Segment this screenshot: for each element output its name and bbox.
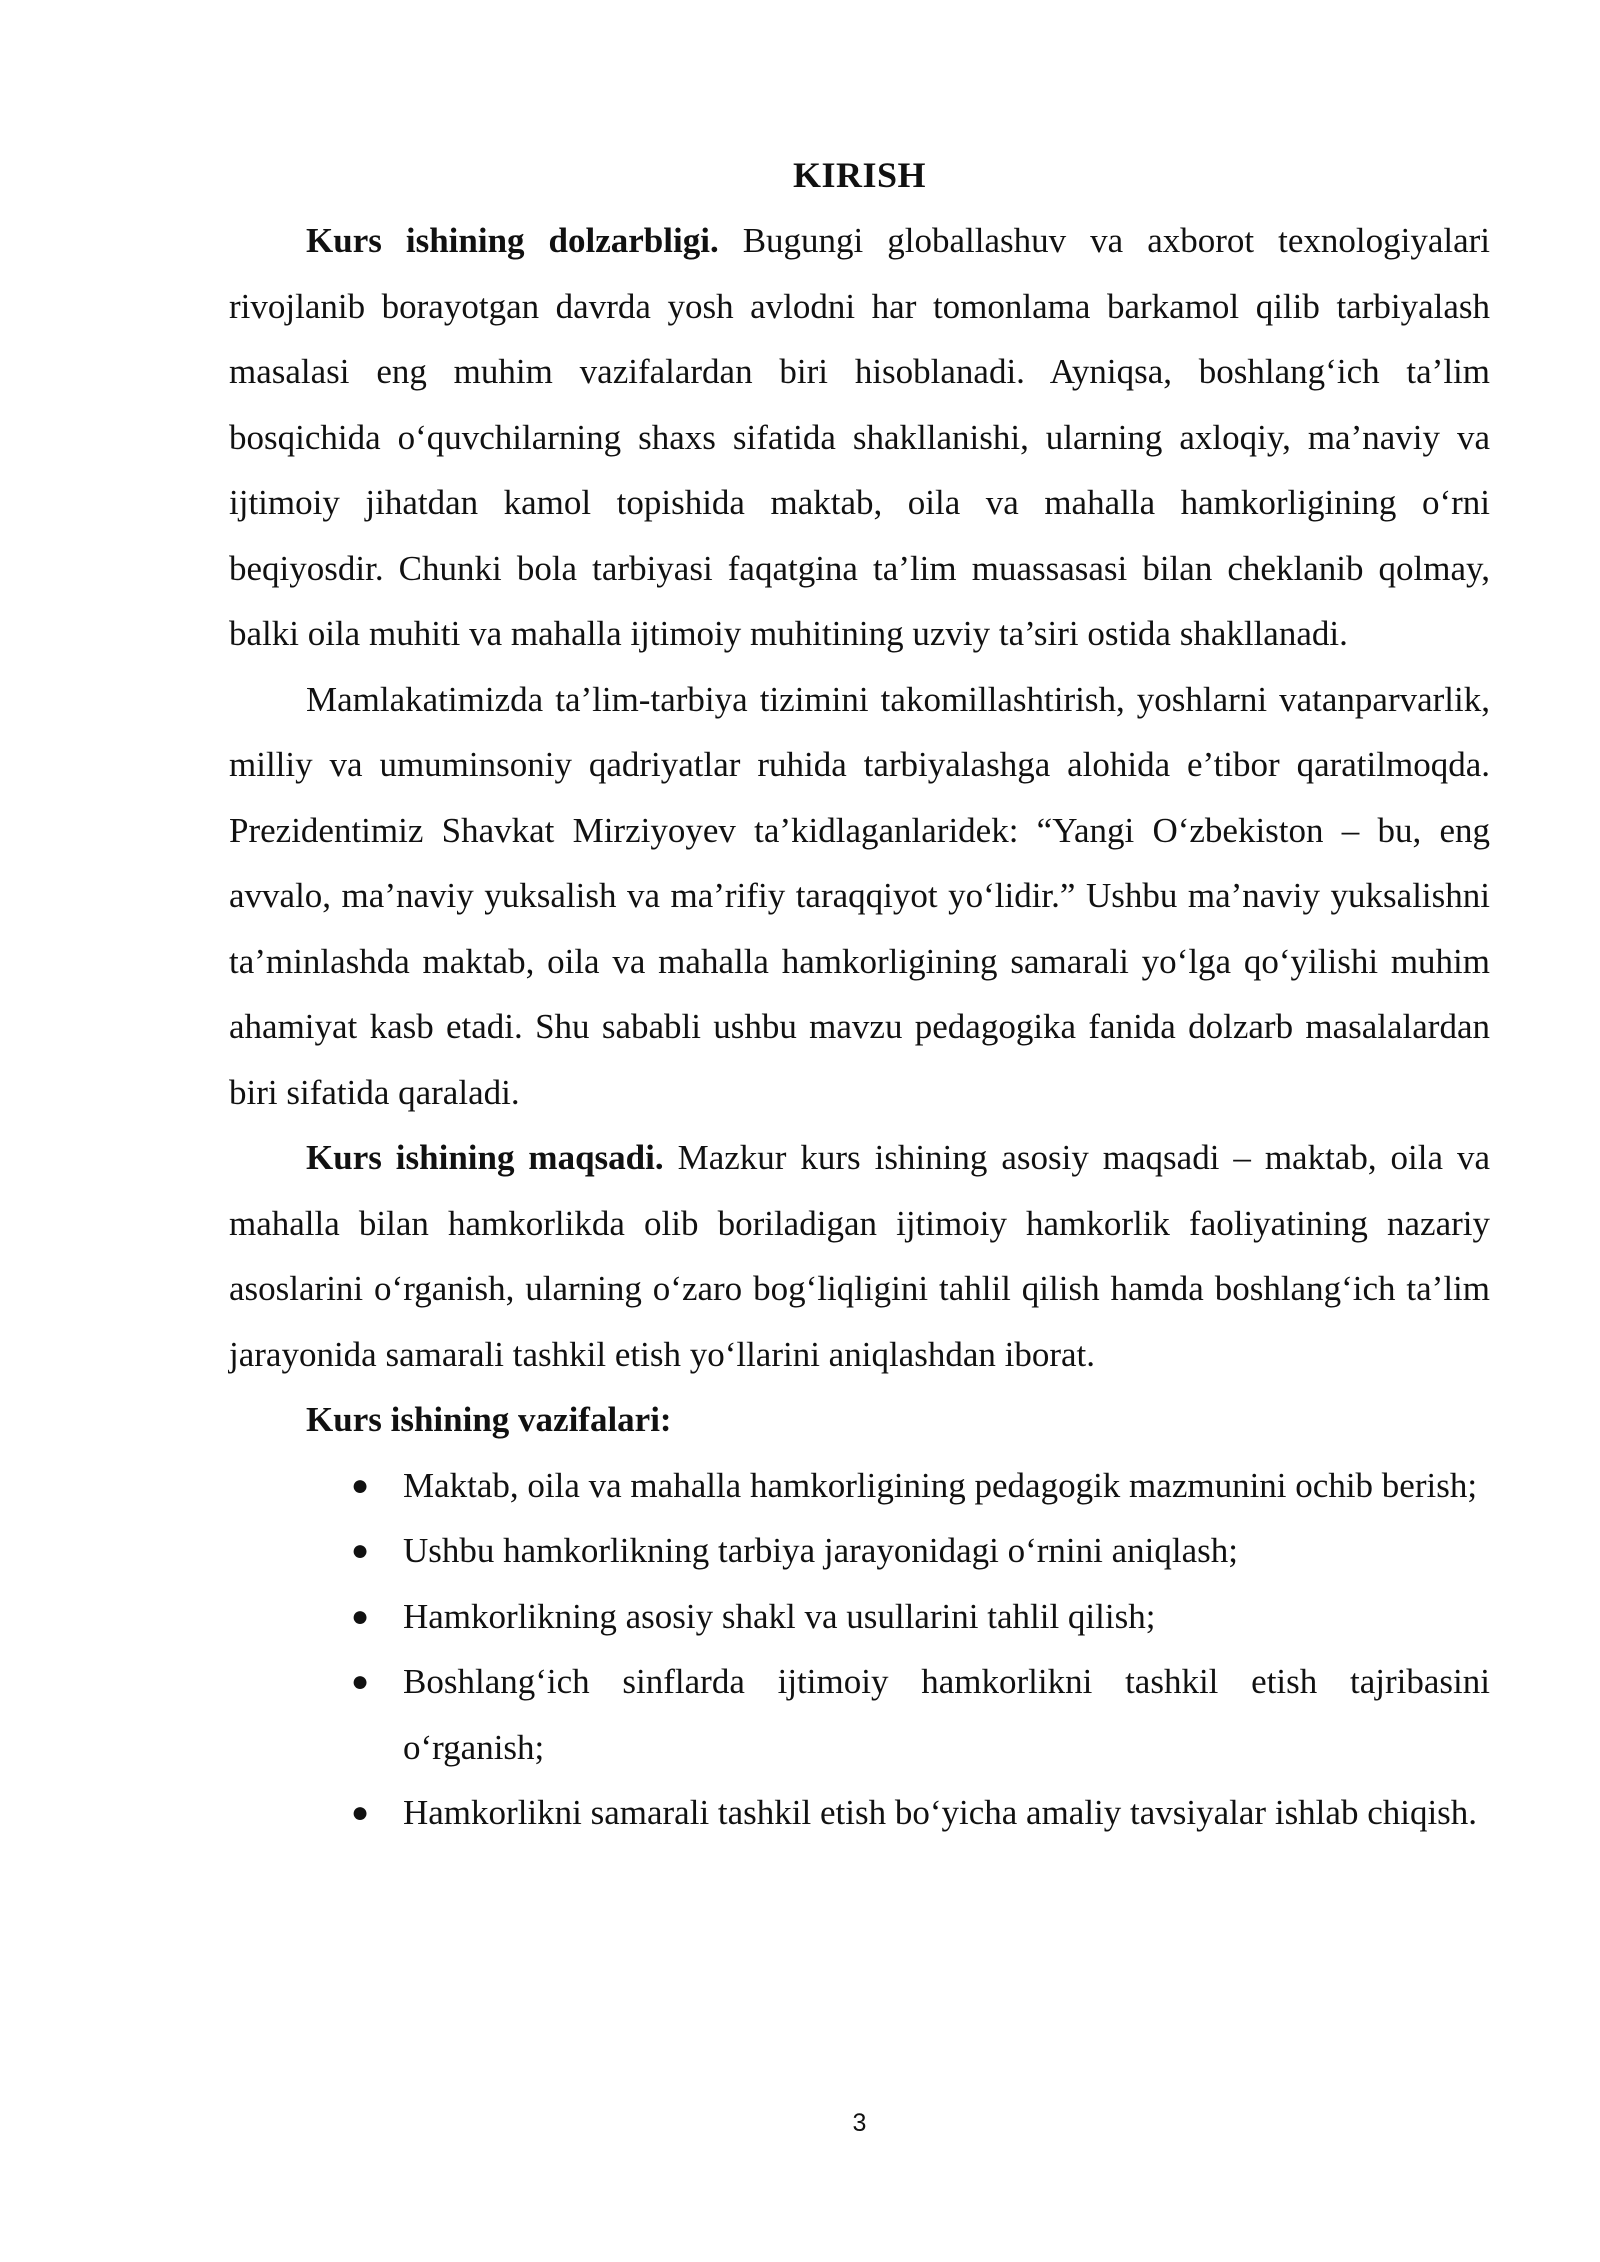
tasks-heading-text: Kurs ishining vazifalari:	[306, 1400, 672, 1439]
tasks-heading	[229, 1387, 1490, 1453]
section-heading: KIRISH	[792, 155, 927, 195]
page-number: 3	[852, 2109, 867, 2137]
bullet-icon: ●	[351, 1665, 370, 1698]
list-item-text: Ushbu hamkorlikning tarbiya jarayonidagi o‘rnini aniqlash;	[403, 1531, 1238, 1570]
paragraph-text: Mamlakatimizda ta’lim-tarbiya tizimini takomillashtirish, yoshlarni vatanparvarlik, milliy va umuminsoniy qadriyatlar ruhida tarbiyalashga alohida e’tibor qaratilmoqda. Prezidentimiz Shavkat Mirziyoyev ta’kidlaganlaridek: “Yangi O‘zbekiston – bu, eng avvalo, ma’naviy yuksalish va ma’rifiy taraqqiyot yo‘lidir.” Ushbu ma’naviy yuksalishni ta’minlashda maktab, oila va mahalla hamkorligining samarali yo‘lga qo‘yilishi muhim ahamiyat kasb etadi. Shu sababli ushbu mavzu pedagogika fanida dolzarb masalalardan biri sifatida qaraladi.	[229, 679, 1490, 1112]
paragraph-relevance	[229, 208, 1490, 667]
list-item-text: Hamkorlikni samarali tashkil etish bo‘yicha amaliy tavsiyalar ishlab chiqish.	[403, 1793, 1478, 1832]
list-item-text: Boshlang‘ich sinflarda ijtimoiy hamkorlikni tashkil etish tajribasini o‘rganish;	[403, 1662, 1490, 1767]
document-body	[229, 208, 1490, 1846]
paragraph-lead: Kurs ishining dolzarbligi.	[306, 221, 719, 260]
list-item-text: Hamkorlikning asosiy shakl va usullarini tahlil qilish;	[403, 1596, 1156, 1636]
list-item	[351, 1453, 1490, 1519]
bullet-icon: ●	[351, 1534, 370, 1567]
tasks-list	[229, 1453, 1490, 1846]
bullet-icon: ●	[351, 1468, 370, 1502]
bullet-icon: ●	[351, 1796, 370, 1829]
paragraph-text: Bugungi globallashuv va axborot texnologiyalari rivojlanib borayotgan davrda yosh avlodni har tomonlama barkamol qilib tarbiyalash masalasi eng muhim vazifalardan biri hisoblanadi. Ayniqsa, boshlang‘ich ta’lim bosqichida o‘quvchilarning shaxs sifatida shakllanishi, ularning axloqiy, ma’naviy va ijtimoiy jihatdan kamol topishida maktab, oila va mahalla hamkorligining o‘rni beqiyosdir. Chunki bola tarbiyasi faqatgina ta’lim muassasasi bilan cheklanib qolmay, balki oila muhiti va mahalla ijtimoiy muhitining uzviy ta’siri ostida shakllanadi.	[229, 221, 1490, 653]
list-item	[351, 1518, 1490, 1584]
list-item	[351, 1649, 1490, 1780]
list-item	[351, 1780, 1490, 1846]
list-item	[351, 1584, 1490, 1650]
paragraph-goal	[229, 1125, 1490, 1387]
paragraph-text: Mazkur kurs ishining asosiy maqsadi – maktab, oila va mahalla bilan hamkorlikda olib boriladigan ijtimoiy hamkorlik faoliyatining nazariy asoslarini o‘rganish, ularning o‘zaro bog‘liqligini tahlil qilish hamda boshlang‘ich ta’lim jarayonida samarali tashkil etish yo‘llarini aniqlashdan iborat.	[229, 1138, 1491, 1374]
bullet-icon: ●	[351, 1599, 370, 1633]
list-item-text: Maktab, oila va mahalla hamkorligining pedagogik mazmunini ochib berish;	[403, 1465, 1478, 1505]
paragraph-context	[229, 667, 1490, 1126]
paragraph-lead: Kurs ishining maqsadi.	[306, 1138, 664, 1177]
